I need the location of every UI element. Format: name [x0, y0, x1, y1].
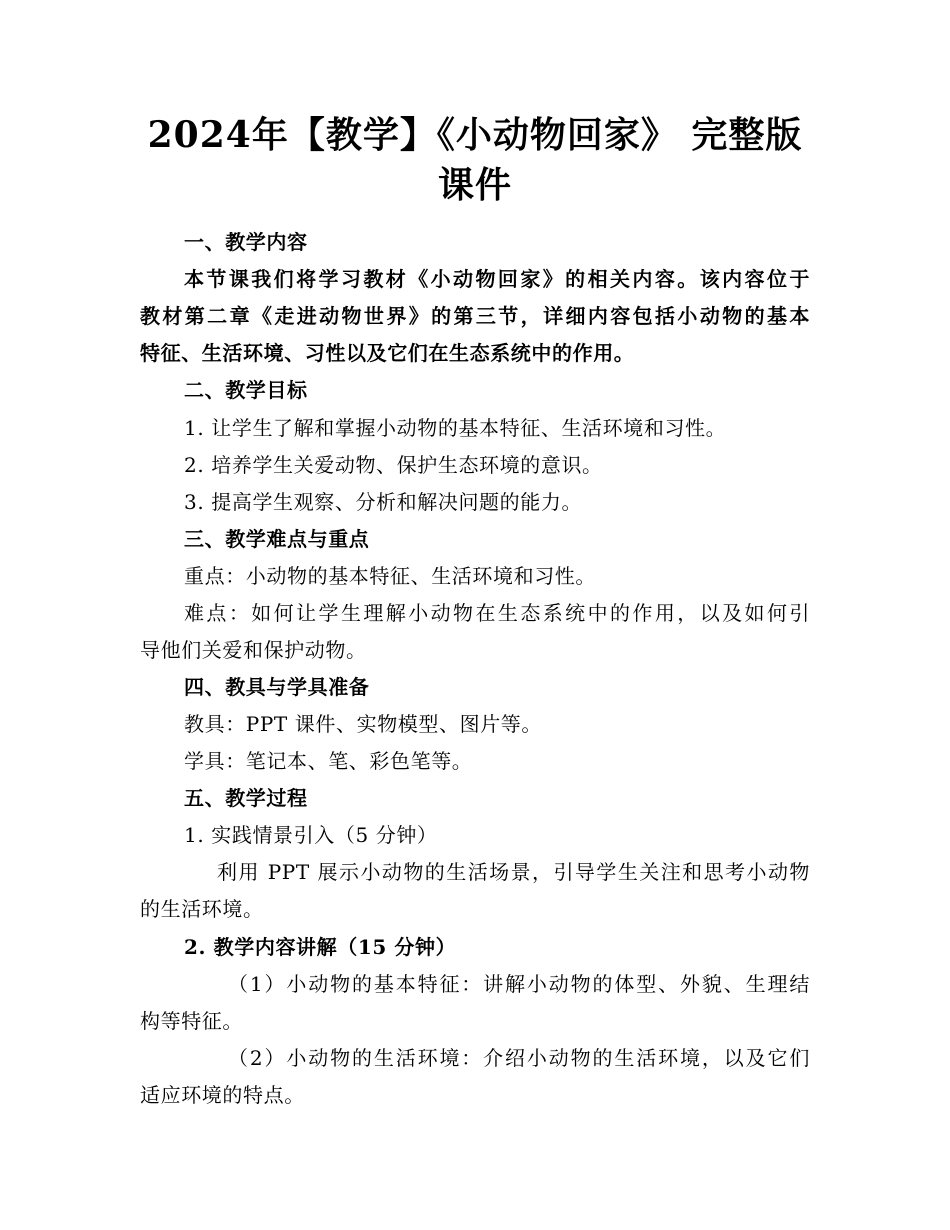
content-paragraph-line: 教材第二章《走进动物世界》的第三节，详细内容包括小动物的基本: [140, 304, 810, 328]
content-paragraph-line: 本节课我们将学习教材《小动物回家》的相关内容。该内容位于: [184, 267, 810, 291]
page-title: 2024年【教学】《小动物回家》 完整版课件: [147, 114, 803, 206]
content-paragraph-line: 特征、生活环境、习性以及它们在生态系统中的作用。: [140, 341, 635, 365]
teacher-tools-text: 教具：PPT 课件、实物模型、图片等。: [184, 712, 543, 736]
student-tools-text: 学具：笔记本、笔、彩色笔等。: [184, 749, 473, 773]
section-heading-process: 五、教学过程: [184, 786, 308, 810]
step-text-line: 的生活环境。: [140, 897, 264, 921]
sub-item-text-line: （2）小动物的生活环境：介绍小动物的生活环境，以及它们: [228, 1046, 810, 1070]
sub-item-text-line: （1）小动物的基本特征：讲解小动物的体型、外貌、生理结: [228, 972, 810, 996]
key-point-text: 重点：小动物的基本特征、生活环境和习性。: [184, 564, 596, 588]
step-title: 1. 实践情景引入（5 分钟）: [184, 823, 438, 847]
difficulty-text-line: 导他们关爱和保护动物。: [140, 638, 367, 662]
step-title: 2. 教学内容讲解（15 分钟）: [184, 935, 457, 959]
difficulty-text-line: 难点：如何让学生理解小动物在生态系统中的作用，以及如何引: [184, 601, 810, 625]
section-heading-difficulty: 三、教学难点与重点: [184, 527, 370, 551]
goal-item: 3. 提高学生观察、分析和解决问题的能力。: [184, 490, 583, 514]
section-heading-content: 一、教学内容: [184, 230, 308, 254]
sub-item-text-line: 构等特征。: [140, 1009, 243, 1033]
section-heading-goals: 二、教学目标: [184, 378, 308, 402]
step-text-line: 利用 PPT 展示小动物的生活场景，引导学生关注和思考小动物: [217, 860, 810, 884]
goal-item: 2. 培养学生关爱动物、保护生态环境的意识。: [184, 453, 603, 477]
section-heading-prep: 四、教具与学具准备: [184, 675, 370, 699]
goal-item: 1. 让学生了解和掌握小动物的基本特征、生活环境和习性。: [184, 416, 727, 440]
sub-item-text-line: 适应环境的特点。: [140, 1083, 305, 1107]
